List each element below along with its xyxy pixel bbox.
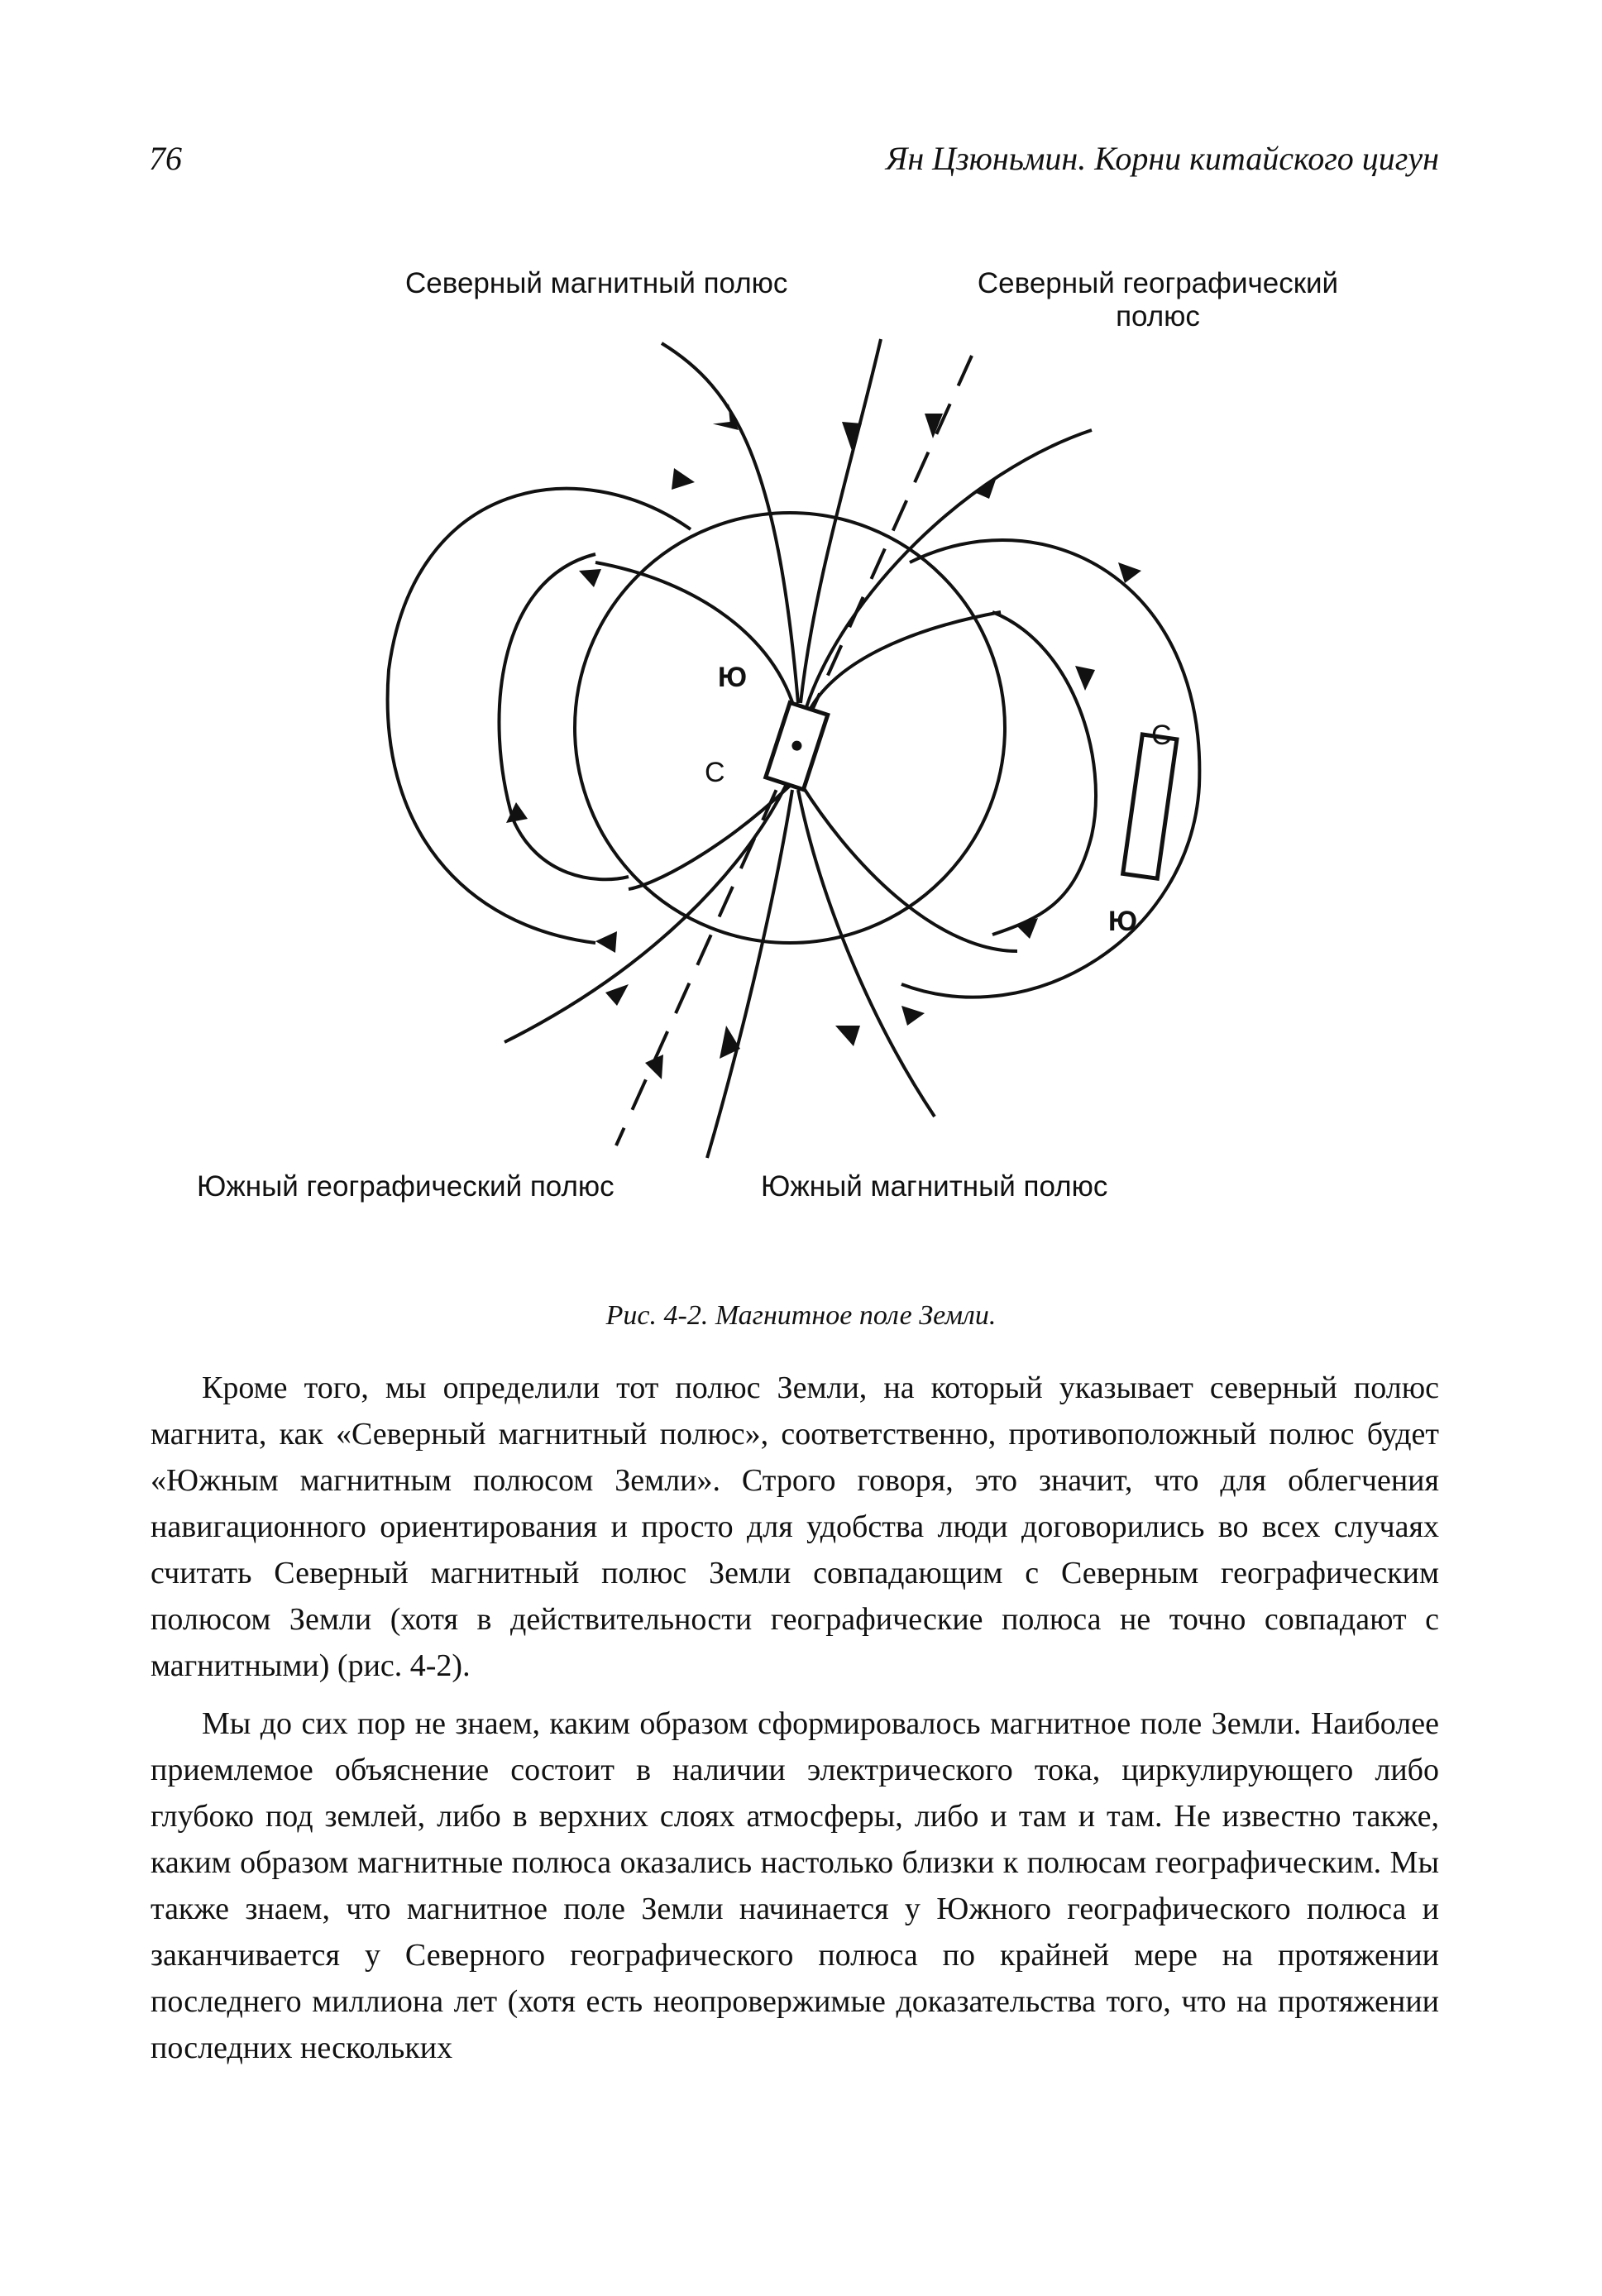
arrow-2 (842, 422, 862, 451)
arrow-16 (835, 1026, 860, 1046)
field-arrows (506, 401, 1141, 1079)
figure-caption: Рис. 4-2. Магнитное поле Земли. (605, 1300, 997, 1331)
arrow-5 (672, 468, 695, 490)
arrow-10 (1075, 666, 1095, 691)
field-line-top-5 (809, 612, 1001, 711)
field-line-right-inner (992, 612, 1096, 935)
page-number: 76 (149, 140, 182, 177)
field-line-left-inner (499, 554, 629, 879)
paragraph: Мы до сих пор не знаем, каким образом сформировалось магнитное поле Земли. Наиболее приемлемое объяснение состоит в наличии электрического тока, циркулирующего либо глубоко под землей, либо в верхних слоях атмосферы, либо и там и там. Не известно также, каким образом магнитные полюса оказались настолько близки к полюсам географическим. Мы также знаем, что магнитное поле Земли начинается у Южного географического полюса и заканчивается у Северного географического полюса по крайней мере на протяжении последнего миллиона лет (хотя есть неопровержимые доказательства того, что на протяжении последних нескольких (151, 1706, 1439, 2065)
central-magnet-north-letter: С (705, 757, 725, 788)
arrow-8 (595, 931, 617, 953)
field-line-bottom-4 (629, 786, 790, 889)
field-line-bottom-3 (798, 790, 935, 1117)
running-title: Ян Цзюньмин. Корни китайского цигун (886, 140, 1439, 177)
paragraph: Кроме того, мы определили тот полюс Земли, на который указывает северный полюс магнита, как «Северный магнитный полюс», соответственно, противоположный полюс будет «Южным магнитным полюсом Земли». Строго говоря, это значит, что для облегчения навигационного ориентирования и просто для удобства люди договорились во всех случаях считать Северный магнитный полюс Земли совпадающим с Северным географическим полюсом Земли (хотя в действительности географические полюса не точно совпадают с магнитными) (рис. 4-2). (151, 1370, 1439, 1683)
compass-north-letter: С (1151, 720, 1172, 751)
central-magnet (766, 702, 828, 789)
field-line-top-4 (595, 562, 794, 707)
field-line-bottom-5 (802, 786, 1017, 951)
compass-south-letter: Ю (1108, 906, 1138, 937)
arrow-9 (1118, 562, 1141, 583)
north-geographic-pole-label: Северный географический полюс (977, 267, 1339, 332)
south-geographic-pole-label: Южный географический полюс (197, 1170, 614, 1203)
arrow-4 (974, 477, 997, 499)
arrow-12 (901, 1006, 925, 1026)
arrow-6 (579, 569, 601, 587)
south-magnetic-pole-label: Южный магнитный полюс (761, 1170, 1108, 1203)
field-line-left-outer (388, 489, 691, 943)
central-magnet-south-letter: Ю (718, 662, 748, 693)
north-magnetic-pole-label: Северный магнитный полюс (405, 267, 788, 299)
compass-magnet (1123, 734, 1177, 878)
body-text (151, 1365, 1439, 2083)
arrow-13 (605, 984, 629, 1006)
